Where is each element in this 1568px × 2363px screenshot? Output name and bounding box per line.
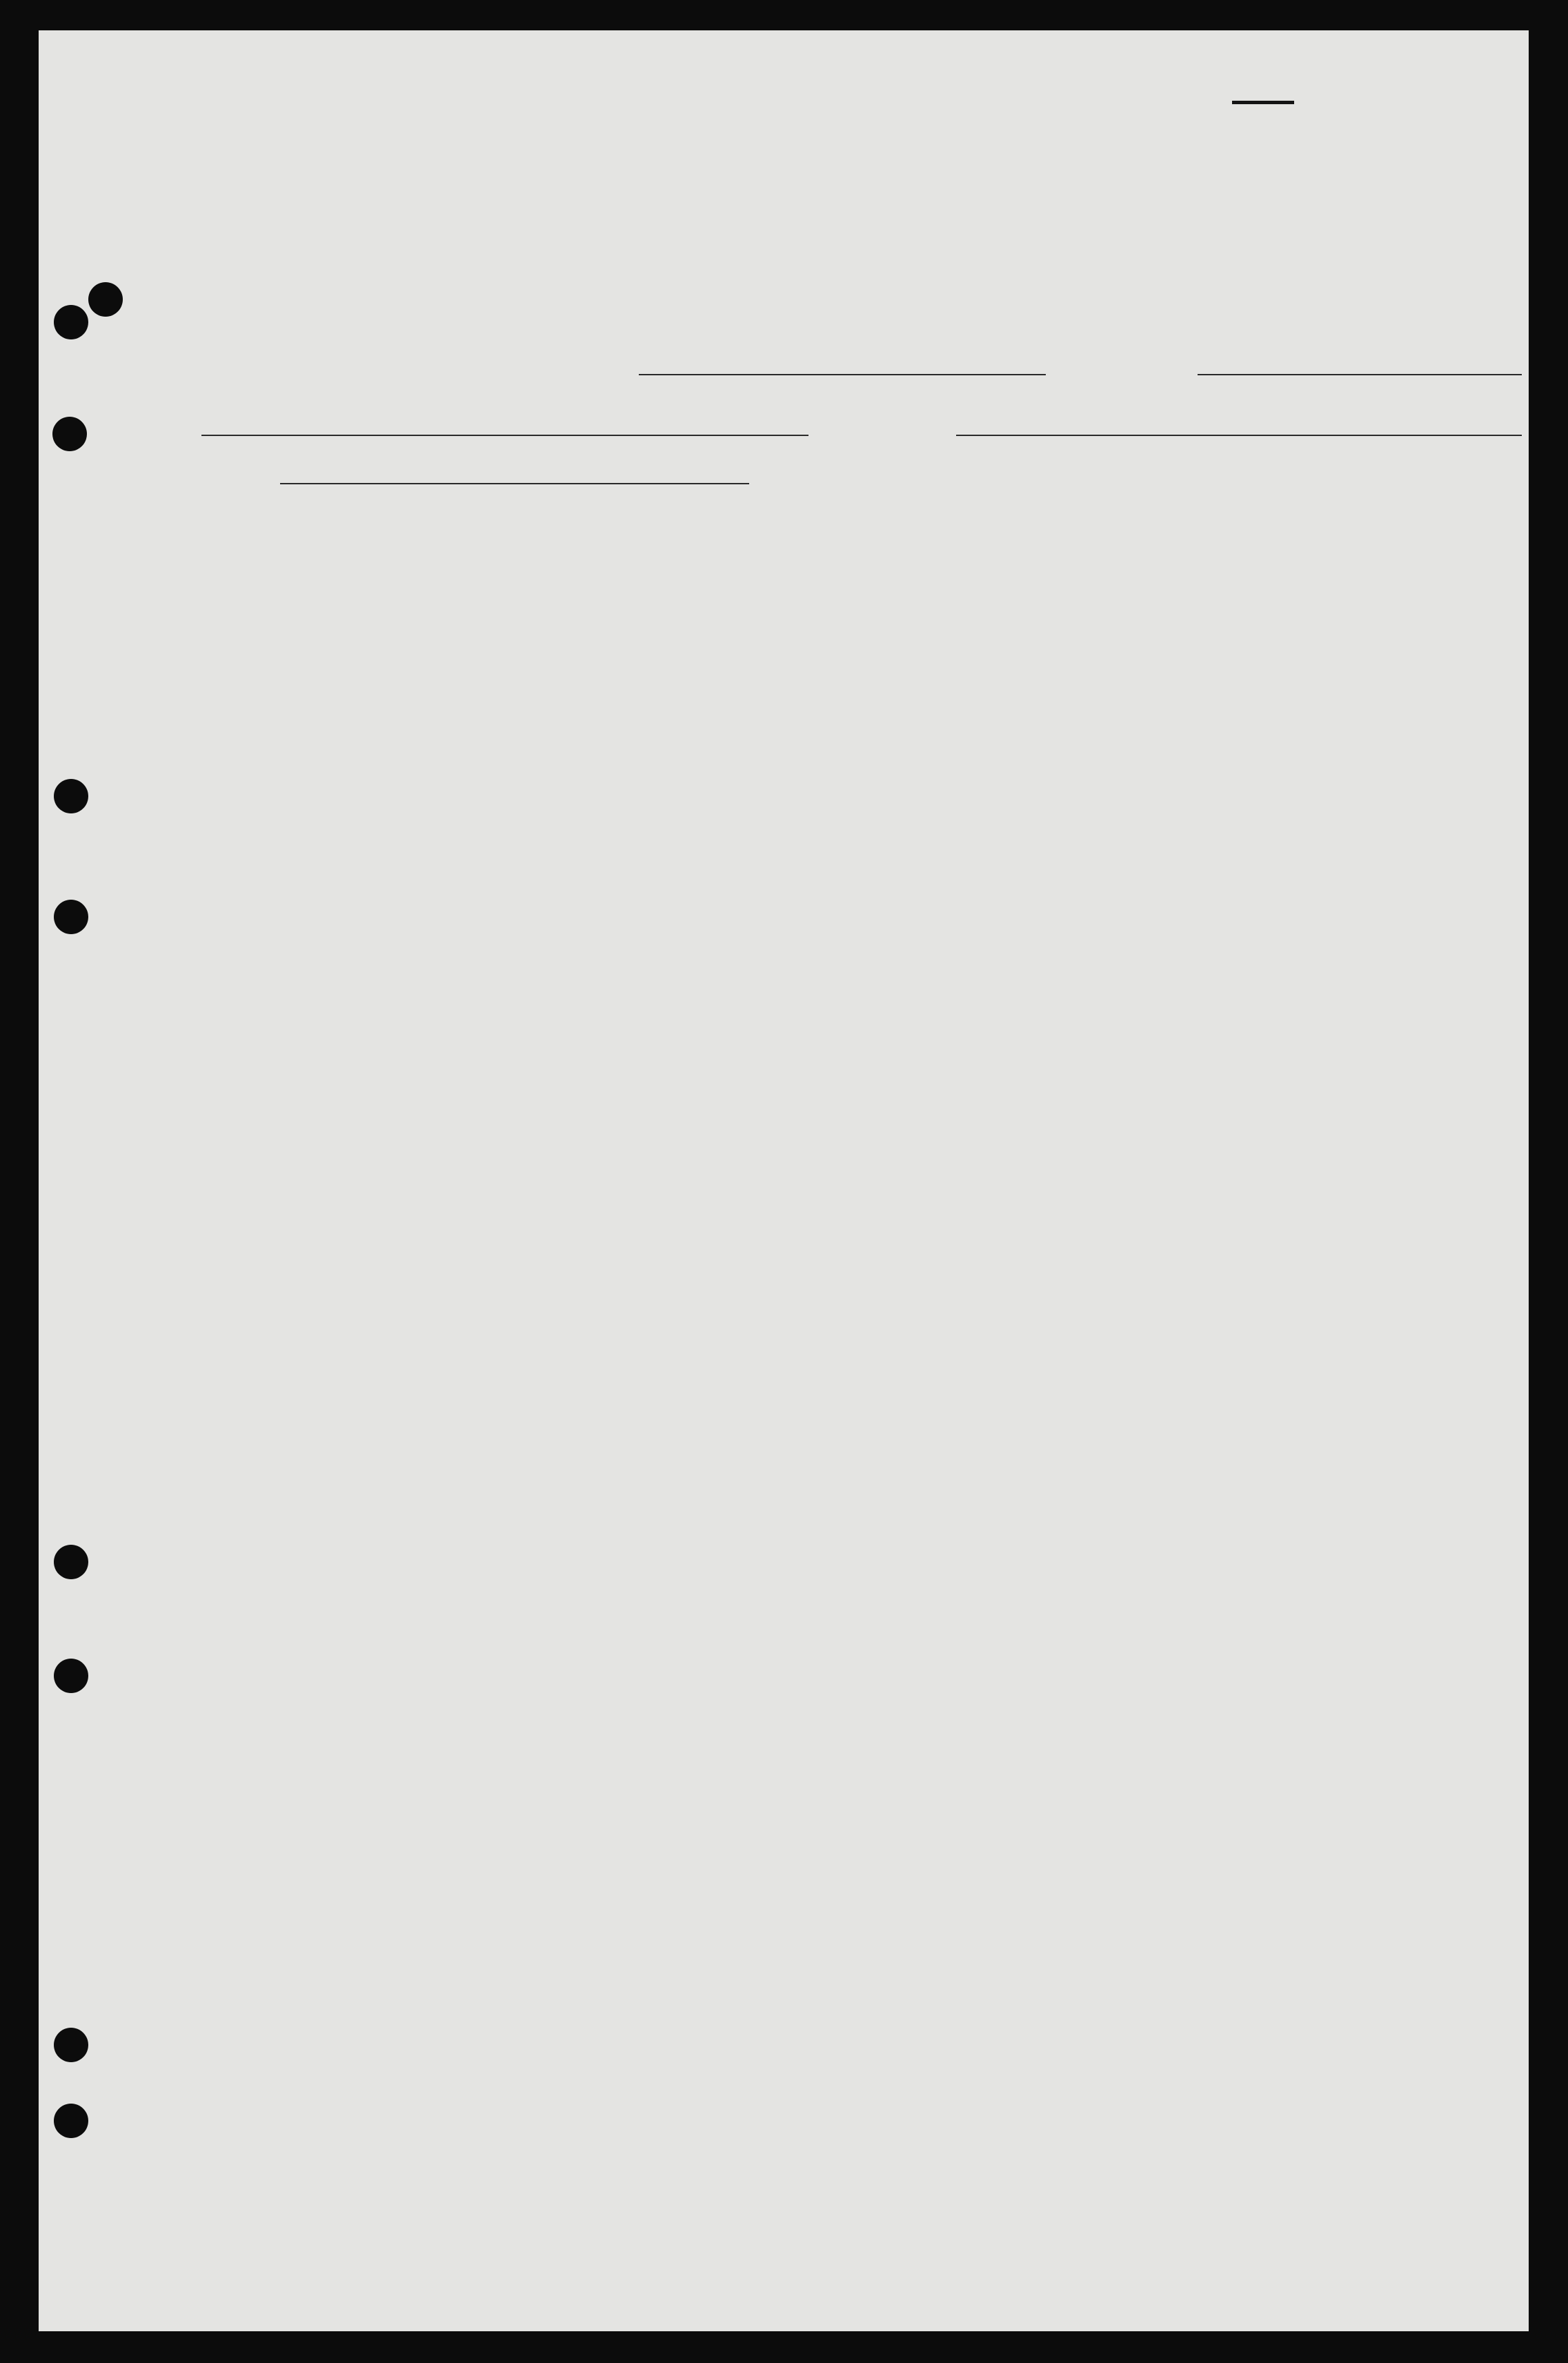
crew-list-page	[39, 30, 1529, 2331]
punch-hole	[54, 305, 88, 339]
port-underline	[201, 435, 808, 436]
punch-hole	[88, 282, 123, 317]
destination-underline	[956, 435, 1522, 436]
crew-table	[58, 472, 1529, 2217]
ink-mark	[1232, 101, 1294, 104]
punch-hole	[52, 417, 87, 451]
vessel-underline	[1198, 374, 1522, 375]
rig-underline	[639, 374, 1046, 375]
